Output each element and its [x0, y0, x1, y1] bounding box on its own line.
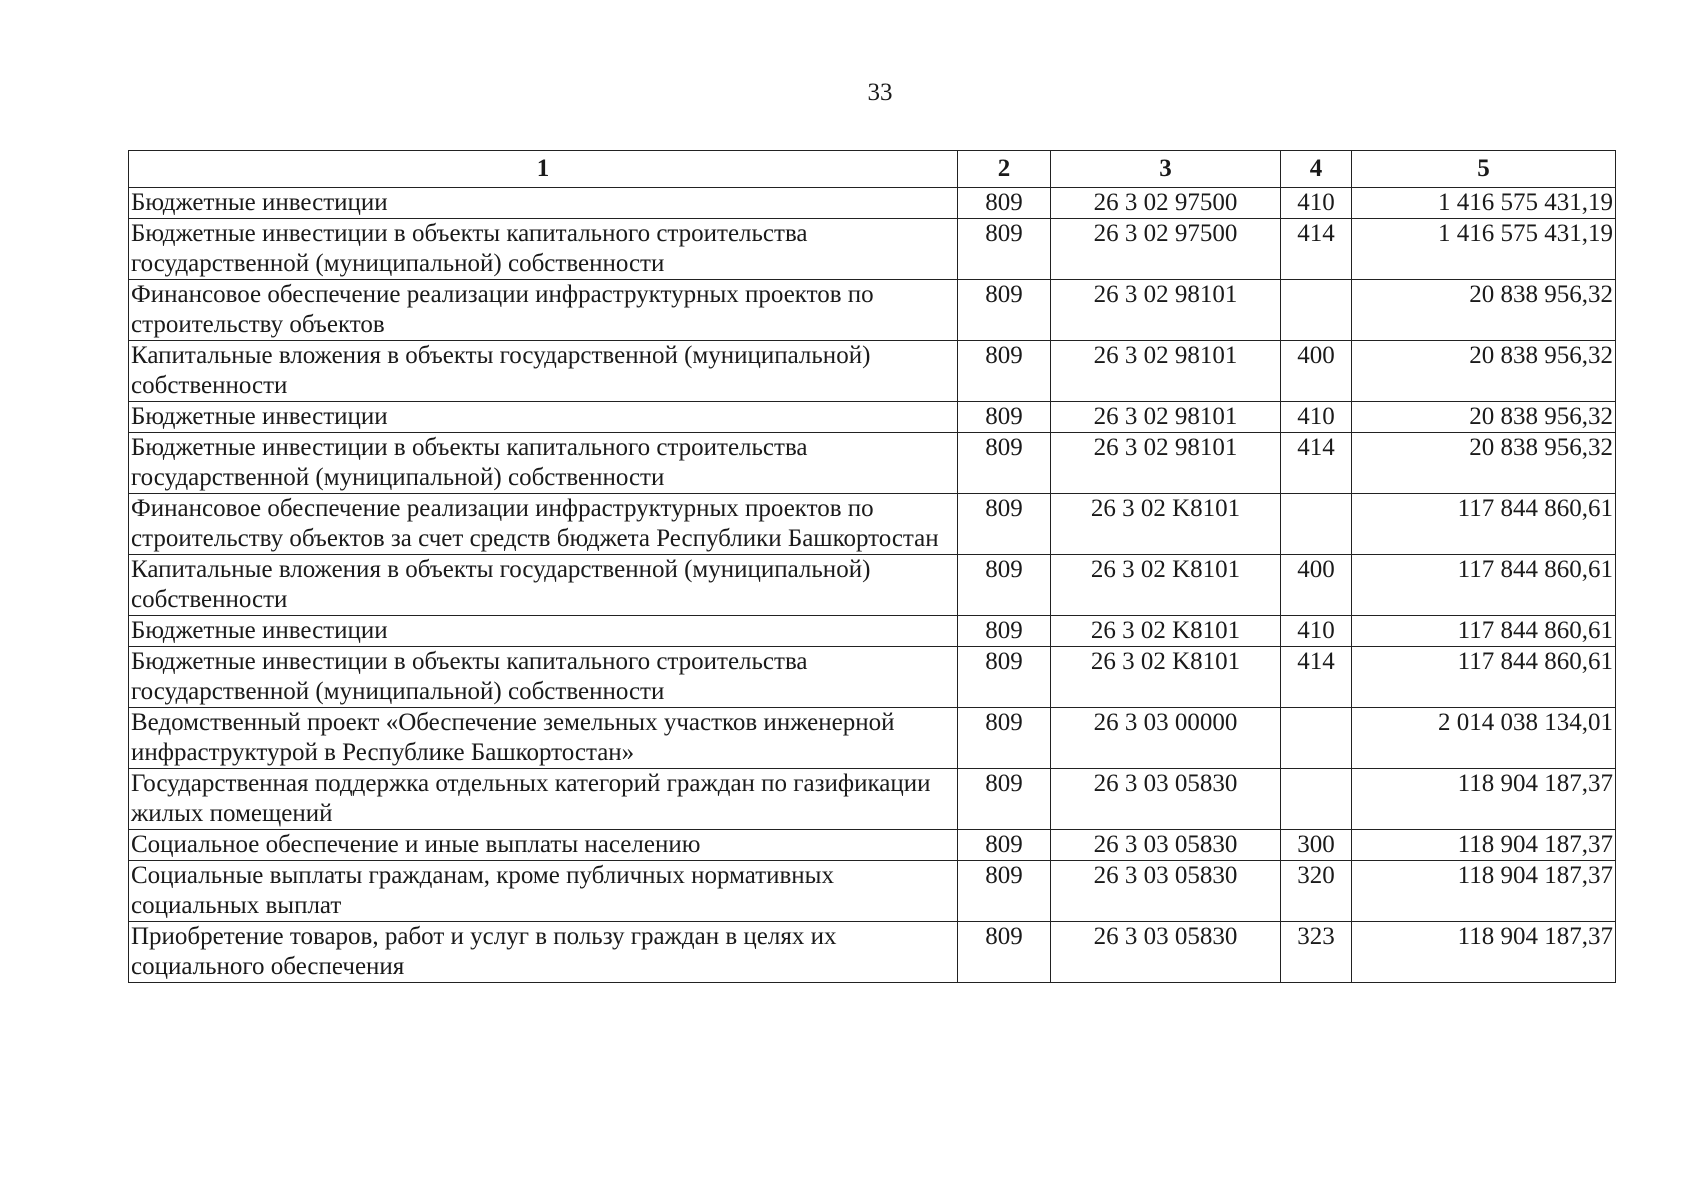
row-ved-cell: 809: [958, 861, 1051, 922]
row-vr-cell: 300: [1281, 830, 1352, 861]
row-vr-cell: 410: [1281, 402, 1352, 433]
row-ved-cell: 809: [958, 188, 1051, 219]
column-header-1: 1: [129, 151, 958, 188]
table-row: [129, 830, 1616, 861]
table-row: [129, 188, 1616, 219]
row-name-cell: Финансовое обеспечение реализации инфраструктурных проектов по строительству объектов: [129, 280, 958, 341]
row-ved-cell: 809: [958, 647, 1051, 708]
row-vr-cell: [1281, 708, 1352, 769]
table-row: [129, 922, 1616, 983]
row-csr-cell: 26 3 02 K8101: [1051, 555, 1281, 616]
row-vr-cell: [1281, 769, 1352, 830]
row-name-cell: Приобретение товаров, работ и услуг в пользу граждан в целях их социального обеспечения: [129, 922, 958, 983]
row-vr-cell: 414: [1281, 433, 1352, 494]
row-name-cell: Капитальные вложения в объекты государственной (муниципальной) собственности: [129, 341, 958, 402]
row-ved-cell: 809: [958, 402, 1051, 433]
column-header-2: 2: [958, 151, 1051, 188]
row-vr-cell: 410: [1281, 188, 1352, 219]
row-name-cell: Капитальные вложения в объекты государственной (муниципальной) собственности: [129, 555, 958, 616]
row-sum-cell: 118 904 187,37: [1352, 861, 1616, 922]
row-csr-cell: 26 3 02 97500: [1051, 188, 1281, 219]
table-row: [129, 494, 1616, 555]
row-ved-cell: 809: [958, 922, 1051, 983]
column-header-5: 5: [1352, 151, 1616, 188]
row-vr-cell: 410: [1281, 616, 1352, 647]
row-name-cell: Бюджетные инвестиции: [129, 616, 958, 647]
row-ved-cell: 809: [958, 433, 1051, 494]
table-header: [129, 151, 1616, 188]
row-ved-cell: 809: [958, 280, 1051, 341]
row-csr-cell: 26 3 02 K8101: [1051, 647, 1281, 708]
row-name-cell: Социальные выплаты гражданам, кроме публичных нормативных социальных выплат: [129, 861, 958, 922]
row-name-cell: Бюджетные инвестиции в объекты капитального строительства государственной (муниципальной) собственности: [129, 647, 958, 708]
row-csr-cell: 26 3 02 K8101: [1051, 616, 1281, 647]
table-row: [129, 341, 1616, 402]
row-vr-cell: 400: [1281, 341, 1352, 402]
table-row: [129, 555, 1616, 616]
row-sum-cell: 117 844 860,61: [1352, 616, 1616, 647]
row-name-cell: Государственная поддержка отдельных категорий граждан по газификации жилых помещений: [129, 769, 958, 830]
row-name-cell: Социальное обеспечение и иные выплаты населению: [129, 830, 958, 861]
table-row: [129, 861, 1616, 922]
row-ved-cell: 809: [958, 708, 1051, 769]
row-csr-cell: 26 3 02 97500: [1051, 219, 1281, 280]
table-row: [129, 616, 1616, 647]
row-sum-cell: 20 838 956,32: [1352, 280, 1616, 341]
column-header-4: 4: [1281, 151, 1352, 188]
row-sum-cell: 1 416 575 431,19: [1352, 219, 1616, 280]
header-row: [129, 151, 1616, 188]
row-csr-cell: 26 3 02 98101: [1051, 433, 1281, 494]
row-sum-cell: 118 904 187,37: [1352, 769, 1616, 830]
table-row: [129, 402, 1616, 433]
row-name-cell: Бюджетные инвестиции: [129, 402, 958, 433]
table-row: [129, 219, 1616, 280]
table-row: [129, 769, 1616, 830]
row-ved-cell: 809: [958, 830, 1051, 861]
row-name-cell: Ведомственный проект «Обеспечение земельных участков инженерной инфраструктурой в Республике Башкортостан»: [129, 708, 958, 769]
row-sum-cell: 118 904 187,37: [1352, 922, 1616, 983]
row-name-cell: Бюджетные инвестиции: [129, 188, 958, 219]
row-name-cell: Финансовое обеспечение реализации инфраструктурных проектов по строительству объектов за счет средств бюджета Республики Башкортостан: [129, 494, 958, 555]
row-sum-cell: 1 416 575 431,19: [1352, 188, 1616, 219]
page-number: 33: [867, 79, 893, 106]
row-csr-cell: 26 3 03 05830: [1051, 922, 1281, 983]
row-ved-cell: 809: [958, 219, 1051, 280]
row-csr-cell: 26 3 03 05830: [1051, 861, 1281, 922]
table-row: [129, 280, 1616, 341]
row-sum-cell: 20 838 956,32: [1352, 402, 1616, 433]
row-csr-cell: 26 3 02 98101: [1051, 280, 1281, 341]
row-sum-cell: 118 904 187,37: [1352, 830, 1616, 861]
row-ved-cell: 809: [958, 616, 1051, 647]
row-vr-cell: 323: [1281, 922, 1352, 983]
row-vr-cell: 414: [1281, 219, 1352, 280]
row-csr-cell: 26 3 03 05830: [1051, 769, 1281, 830]
row-name-cell: Бюджетные инвестиции в объекты капитального строительства государственной (муниципальной) собственности: [129, 433, 958, 494]
table-row: [129, 708, 1616, 769]
row-sum-cell: 117 844 860,61: [1352, 555, 1616, 616]
row-csr-cell: 26 3 02 98101: [1051, 402, 1281, 433]
row-vr-cell: 400: [1281, 555, 1352, 616]
row-sum-cell: 20 838 956,32: [1352, 433, 1616, 494]
row-csr-cell: 26 3 03 05830: [1051, 830, 1281, 861]
row-vr-cell: [1281, 280, 1352, 341]
table-row: [129, 647, 1616, 708]
table-body: [129, 188, 1616, 983]
row-sum-cell: 20 838 956,32: [1352, 341, 1616, 402]
row-vr-cell: [1281, 494, 1352, 555]
row-ved-cell: 809: [958, 341, 1051, 402]
row-name-cell: Бюджетные инвестиции в объекты капитального строительства государственной (муниципальной) собственности: [129, 219, 958, 280]
row-csr-cell: 26 3 03 00000: [1051, 708, 1281, 769]
row-sum-cell: 117 844 860,61: [1352, 647, 1616, 708]
row-vr-cell: 414: [1281, 647, 1352, 708]
row-sum-cell: 2 014 038 134,01: [1352, 708, 1616, 769]
table-row: [129, 433, 1616, 494]
row-sum-cell: 117 844 860,61: [1352, 494, 1616, 555]
row-ved-cell: 809: [958, 555, 1051, 616]
row-ved-cell: 809: [958, 769, 1051, 830]
row-csr-cell: 26 3 02 K8101: [1051, 494, 1281, 555]
column-header-3: 3: [1051, 151, 1281, 188]
budget-table: [128, 150, 1616, 983]
row-ved-cell: 809: [958, 494, 1051, 555]
row-csr-cell: 26 3 02 98101: [1051, 341, 1281, 402]
row-vr-cell: 320: [1281, 861, 1352, 922]
